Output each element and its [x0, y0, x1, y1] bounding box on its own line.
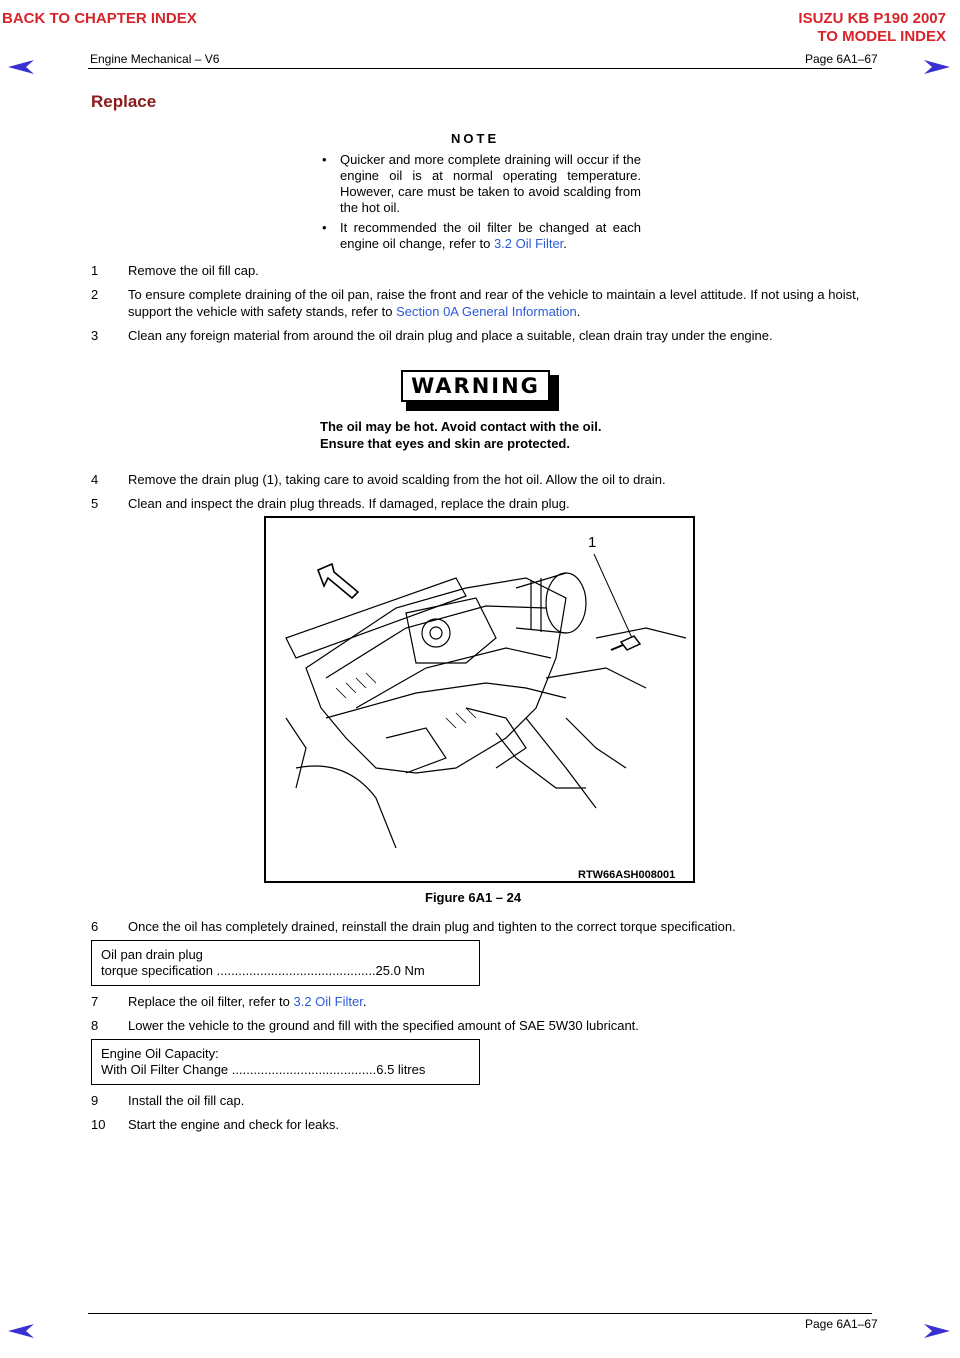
step-8: 8 Lower the vehicle to the ground and fill with the specified amount of SAE 5W30 lubricant. — [91, 1018, 639, 1033]
step-1: 1 Remove the oil fill cap. — [91, 263, 259, 278]
warning-text: The oil may be hot. Avoid contact with the oil. Ensure that eyes and skin are protected. — [320, 419, 602, 451]
step-9: 9 Install the oil fill cap. — [91, 1093, 245, 1108]
section-title: Engine Mechanical – V6 — [90, 52, 220, 66]
note-title: NOTE — [451, 131, 500, 146]
previous-page-arrow-icon[interactable] — [6, 58, 36, 76]
next-page-arrow-icon[interactable] — [922, 58, 952, 76]
oil-filter-link[interactable]: 3.2 Oil Filter — [293, 994, 363, 1009]
figure-caption: Figure 6A1 – 24 — [425, 890, 522, 905]
previous-page-arrow-icon[interactable] — [6, 1322, 36, 1340]
header-page-number: Page 6A1–67 — [805, 52, 878, 66]
step-6: 6 Once the oil has completely drained, reinstall the drain plug and tighten to the correct torque specification. — [91, 919, 736, 934]
next-page-arrow-icon[interactable] — [922, 1322, 952, 1340]
engine-underside-illustration — [266, 518, 693, 881]
oil-filter-link[interactable]: 3.2 Oil Filter — [493, 236, 564, 251]
note-item: • It recommended the oil filter be changed at each engine oil change, refer to 3.2 Oil Filter. — [322, 220, 641, 251]
to-model-index-link[interactable]: TO MODEL INDEX — [817, 28, 946, 45]
note-list — [319, 152, 641, 256]
step-7: 7 Replace the oil filter, refer to 3.2 Oil Filter. — [91, 994, 367, 1009]
footer-page-number: Page 6A1–67 — [805, 1317, 878, 1331]
warning-badge: WARNING — [401, 370, 559, 411]
section-0a-link[interactable]: Section 0A General Information — [396, 304, 577, 319]
header-rule — [88, 68, 872, 69]
step-2: 2 To ensure complete draining of the oil pan, raise the front and rear of the vehicle to maintain a level attitude. If not using a hoist, support the vehicle with safety stands, refer to Section 0A General Information. — [91, 287, 860, 319]
figure-code: RTW66ASH008001 — [578, 869, 676, 881]
figure-drain-plug — [264, 516, 695, 883]
figure-callout-label: 1 — [588, 534, 597, 551]
step-4: 4 Remove the drain plug (1), taking care to avoid scalding from the hot oil. Allow the oil to drain. — [91, 472, 666, 487]
footer-rule — [88, 1313, 872, 1314]
step-5: 5 Clean and inspect the drain plug threads. If damaged, replace the drain plug. — [91, 496, 570, 511]
step-3: 3 Clean any foreign material from around the oil drain plug and place a suitable, clean drain tray under the engine. — [91, 328, 773, 343]
torque-spec-box: Oil pan drain plug torque specification ............................................25.0 Nm — [91, 940, 480, 986]
capacity-spec-box: Engine Oil Capacity: With Oil Filter Change ........................................6.5 litres — [91, 1039, 480, 1085]
back-to-chapter-index-link[interactable]: BACK TO CHAPTER INDEX — [2, 10, 197, 27]
model-title-link[interactable]: ISUZU KB P190 2007 — [798, 10, 946, 27]
page-heading: Replace — [91, 92, 157, 111]
note-item: • Quicker and more complete draining will occur if the engine oil is at normal operating temperature. However, care must be taken to avoid scalding from the hot oil. — [322, 152, 641, 215]
step-10: 10 Start the engine and check for leaks. — [91, 1117, 340, 1132]
